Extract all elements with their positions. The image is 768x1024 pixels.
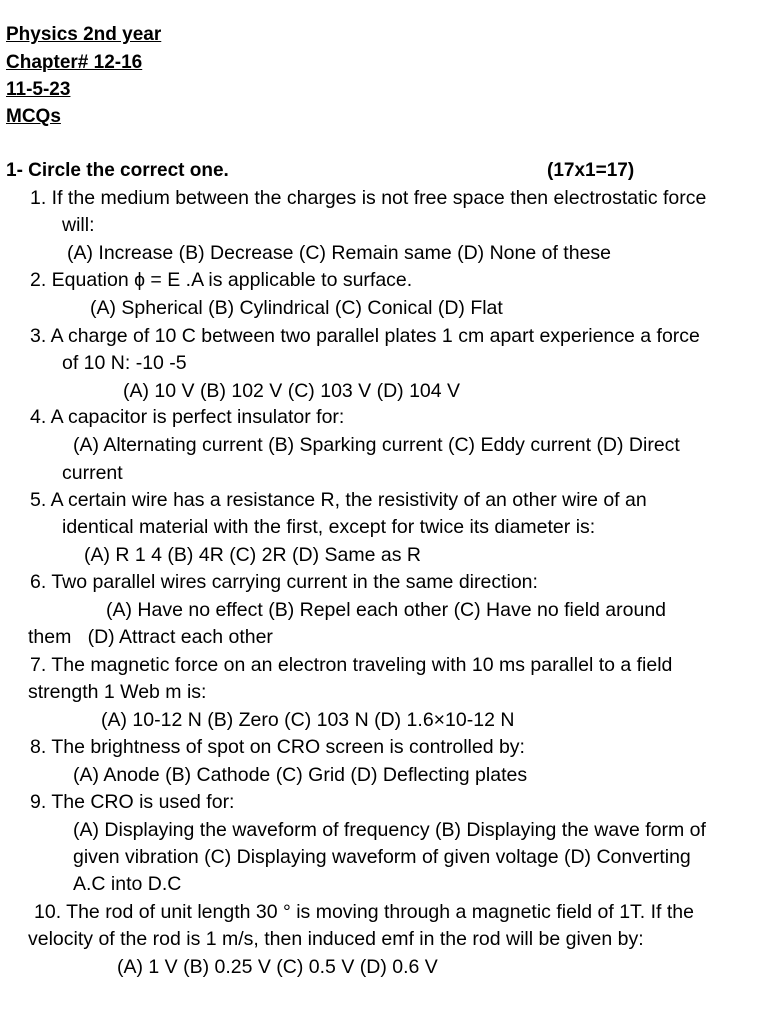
question-8-options: (A) Anode (B) Cathode (C) Grid (D) Deflecting plates — [73, 764, 528, 786]
question-3-options: (A) 10 V (B) 102 V (C) 103 V (D) 104 V — [123, 380, 461, 402]
question-7-text-cont: strength 1 Web m is: — [28, 681, 207, 703]
question-9-options-cont: given vibration (C) Displaying waveform of given voltage (D) Converting — [73, 846, 691, 868]
question-6-text: 6. Two parallel wires carrying current in the same direction: — [30, 571, 538, 593]
question-9-options-cont-2: A.C into D.C — [73, 873, 182, 895]
chapter-heading: Chapter# 12-16 — [6, 52, 143, 73]
question-10-text-cont: velocity of the rod is 1 m/s, then induced emf in the rod will be given by: — [28, 928, 644, 950]
instruction-marks: (17x1=17) — [547, 160, 635, 181]
question-5-text-cont: identical material with the first, except for twice its diameter is: — [62, 516, 596, 538]
question-10-text: 10. The rod of unit length 30 ° is moving through a magnetic field of 1T. If the — [34, 901, 695, 923]
question-3-text-cont: of 10 N: -10 -5 — [62, 352, 187, 374]
question-9-options: (A) Displaying the waveform of frequency (B) Displaying the wave form of — [73, 819, 706, 841]
question-4-options: (A) Alternating current (B) Sparking current (C) Eddy current (D) Direct — [73, 434, 680, 456]
subject-heading: Physics 2nd year — [6, 24, 162, 45]
instruction-label: 1- Circle the correct one. — [6, 160, 229, 181]
question-9-text: 9. The CRO is used for: — [30, 791, 235, 813]
date-heading: 11-5-23 — [6, 79, 71, 100]
question-6-options: (A) Have no effect (B) Repel each other (C) Have no field around — [106, 599, 667, 621]
question-4-text: 4. A capacitor is perfect insulator for: — [30, 406, 345, 428]
question-1-options: (A) Increase (B) Decrease (C) Remain same (D) None of these — [67, 242, 612, 264]
question-6-options-cont: them (D) Attract each other — [28, 626, 273, 648]
question-4-options-cont: current — [62, 462, 123, 484]
question-7-options: (A) 10-12 N (B) Zero (C) 103 N (D) 1.6×10-12 N — [101, 709, 515, 731]
question-7-text: 7. The magnetic force on an electron traveling with 10 ms parallel to a field — [30, 654, 673, 676]
question-1-text-cont: will: — [62, 214, 95, 236]
question-1-text: 1. If the medium between the charges is not free space then electrostatic force — [30, 187, 707, 209]
section-heading: MCQs — [6, 106, 61, 127]
question-2-text: 2. Equation ϕ = E .A is applicable to surface. — [30, 269, 413, 291]
question-10-options: (A) 1 V (B) 0.25 V (C) 0.5 V (D) 0.6 V — [117, 956, 438, 978]
question-5-text: 5. A certain wire has a resistance R, the resistivity of an other wire of an — [30, 489, 647, 511]
question-3-text: 3. A charge of 10 C between two parallel plates 1 cm apart experience a force — [30, 325, 700, 347]
question-5-options: (A) R 1 4 (B) 4R (C) 2R (D) Same as R — [84, 544, 421, 566]
question-2-options: (A) Spherical (B) Cylindrical (C) Conical (D) Flat — [90, 297, 503, 319]
question-8-text: 8. The brightness of spot on CRO screen is controlled by: — [30, 736, 525, 758]
